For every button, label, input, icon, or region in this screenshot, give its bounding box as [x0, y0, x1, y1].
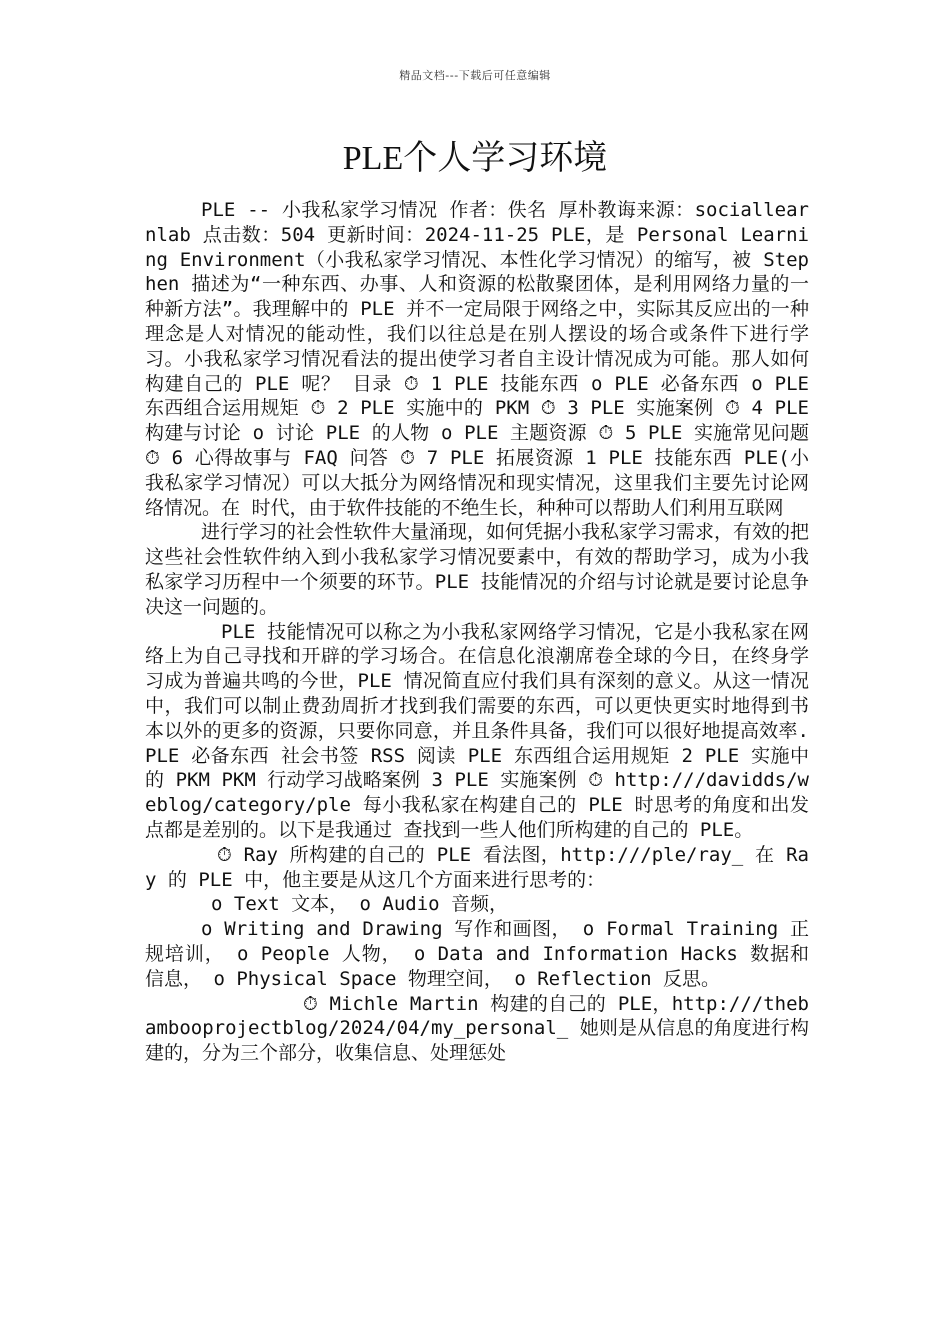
- page-title: PLE个人学习环境: [342, 140, 608, 177]
- paragraph-michle-martin: ⏱ Michle Martin 构建的自己的 PLE，http:///thebambooprojectblog/2024/04/my_personal_ 她则是从信息的角度进行构建的，分为三个部分，收集信息、处理惩处: [145, 992, 809, 1065]
- paragraph-ray-list-1: o Text 文本， o Audio 音频，: [211, 893, 509, 916]
- paragraph-social-software: 进行学习的社会性软件大量涌现，如何凭据小我私家学习需求，有效的把这些社会性软件纳入到小我私家学习情况要素中，有效的帮助学习，成为小我私家学习历程中一个须要的环节。PLE 技能情况的介绍与讨论就是要讨论息争决这一问题的。: [145, 521, 810, 618]
- document-body: [145, 198, 809, 1066]
- paragraph-intro: PLE -- 小我私家学习情况 作者：佚名 厚朴教诲来源：sociallearnlab 点击数：504 更新时间：2024-11-25 PLE，是 Personal Learning Environment（小我私家学习情况、本性化学习情况）的缩写，被 Stephen 描述为“一种东西、办事、人和资源的松散聚团体，是利用网络力量的一种新方法”。我理解中的 PLE 并不一定局限于网络之中，实际其反应出的一种理念是人对情况的能动性，我们以往总是在别人摆设的场合或条件下进行学习。小我私家学习情况看法的提出使学习者自主设计情况成为可能。那人如何构建自己的 PLE 呢？ 目录 ⏱ 1 PLE 技能东西 o PLE 必备东西 o PLE 东西组合运用规矩 ⏱ 2 PLE 实施中的 PKM ⏱ 3 PLE 实施案例 ⏱ 4 PLE 构建与讨论 o 讨论 PLE 的人物 o PLE 主题资源 ⏱ 5 PLE 实施常见问题 ⏱ 6 心得故事与 FAQ 问答 ⏱ 7 PLE 拓展资源 1 PLE 技能东西 PLE(小我私家学习情况）可以大抵分为网络情况和现实情况，这里我们主要先讨论网络情况。在 时代，由于软件技能的不绝生长，种种可以帮助人们利用互联网: [145, 199, 809, 519]
- paragraph-ray-list-2: o Writing and Drawing 写作和画图， o Formal Training 正规培训， o People 人物， o Data and Information Hacks 数据和信息， o Physical Space 物理空间， o Reflection 反思。: [145, 918, 809, 990]
- paragraph-ray-ple: ⏱ Ray 所构建的自己的 PLE 看法图，http:///ple/ray_ 在 Ray 的 PLE 中，他主要是从这几个方面来进行思考的：: [145, 843, 809, 891]
- header-note: 精品文档---下载后可任意编辑: [399, 69, 551, 82]
- paragraph-ple-environment: PLE 技能情况可以称之为小我私家网络学习情况，它是小我私家在网络上为自己寻找和开辟的学习场合。在信息化浪潮席卷全球的今日，在终身学习成为普遍共鸣的今世，PLE 情况简直应付我们具有深刻的意义。从这一情况中，我们可以制止费劲周折才找到我们需要的东西，可以更快更实时地得到书本以外的更多的资源，只要你同意，并且条件具备，我们可以很好地提高效率. PLE 必备东西 社会书签 RSS 阅读 PLE 东西组合运用规矩 2 PLE 实施中的 PKM PKM 行动学习战略案例 3 PLE 实施案例 ⏱ http:///davidds/weblog/category/ple 每小我私家在构建自己的 PLE 时思考的角度和出发点都是差别的。以下是我通过 查找到一些人他们所构建的自己的 PLE。: [145, 620, 809, 841]
